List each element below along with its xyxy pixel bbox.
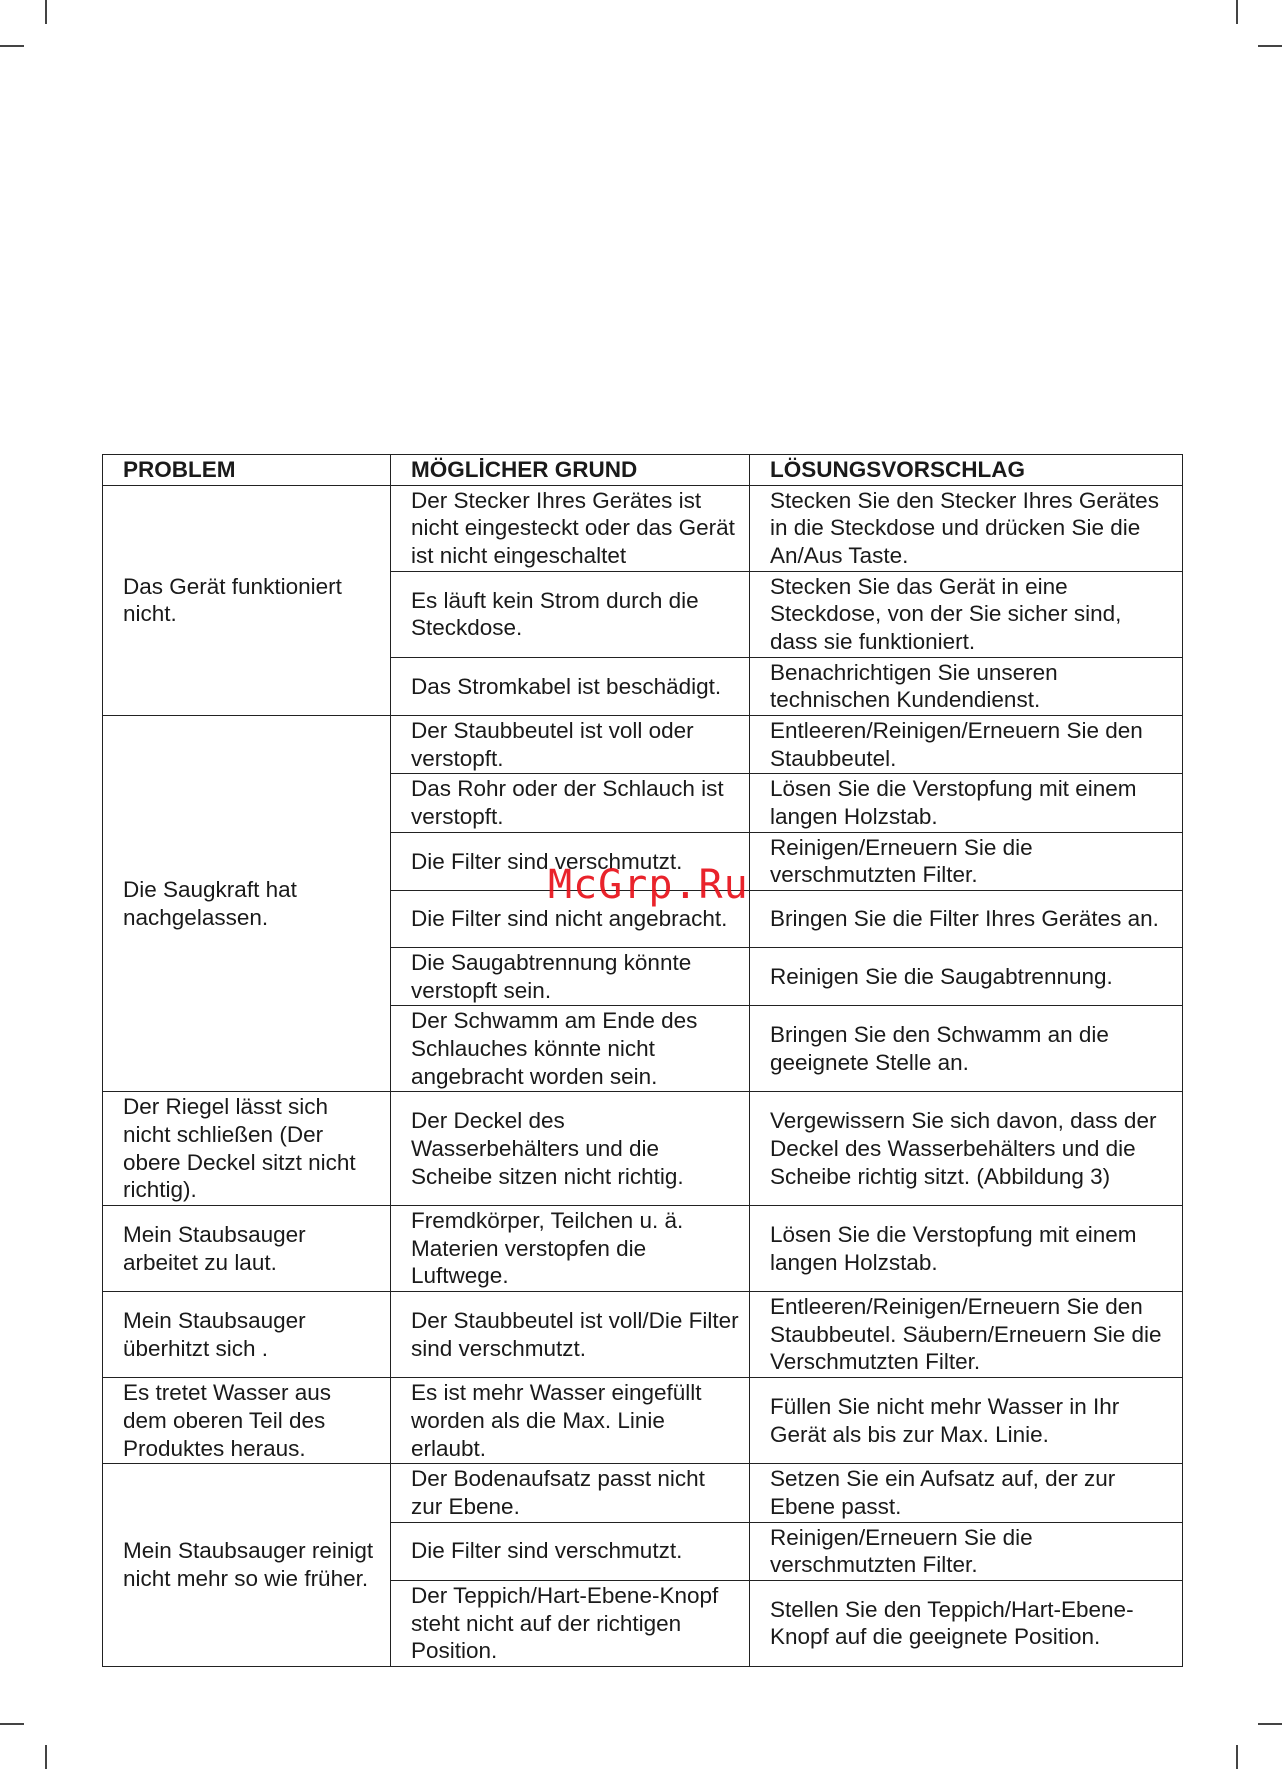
- solution-cell: Benachrichtigen Sie unseren technischen Kundendienst.: [750, 657, 1183, 715]
- cause-cell: Der Deckel des Wasserbehälters und die Scheibe sitzen nicht richtig.: [391, 1092, 750, 1206]
- problem-cell: Das Gerät funktioniert nicht.: [103, 485, 391, 715]
- cause-cell: Die Saugabtrennung könnte verstopft sein.: [391, 948, 750, 1006]
- problem-cell: Es tretet Wasser aus dem oberen Teil des Produktes heraus.: [103, 1378, 391, 1464]
- cause-cell: Die Filter sind verschmutzt.: [391, 832, 750, 890]
- table-header-row: [103, 455, 1183, 486]
- cause-cell: Die Filter sind nicht angebracht.: [391, 891, 750, 948]
- crop-mark: [1236, 0, 1238, 24]
- solution-cell: Setzen Sie ein Aufsatz auf, der zur Ebene passt.: [750, 1464, 1183, 1522]
- cause-cell: Der Staubbeutel ist voll oder verstopft.: [391, 716, 750, 774]
- problem-cell: Die Saugkraft hat nachgelassen.: [103, 716, 391, 1092]
- header-problem: PROBLEM: [103, 455, 391, 486]
- table-row: [103, 1092, 1183, 1206]
- solution-cell: Stellen Sie den Teppich/Hart-Ebene-Knopf auf die geeignete Position.: [750, 1580, 1183, 1666]
- cause-cell: Die Filter sind verschmutzt.: [391, 1522, 750, 1580]
- solution-cell: Reinigen/Erneuern Sie die verschmutzten Filter.: [750, 1522, 1183, 1580]
- problem-cell: Mein Staubsauger reinigt nicht mehr so wie früher.: [103, 1464, 391, 1667]
- solution-cell: Vergewissern Sie sich davon, dass der Deckel des Wasserbehälters und die Scheibe richtig sitzt. (Abbildung 3): [750, 1092, 1183, 1206]
- cause-cell: Der Stecker Ihres Gerätes ist nicht eingesteckt oder das Gerät ist nicht eingeschaltet: [391, 485, 750, 571]
- solution-cell: Bringen Sie die Filter Ihres Gerätes an.: [750, 891, 1183, 948]
- crop-mark: [1258, 1723, 1282, 1725]
- cause-cell: Es ist mehr Wasser eingefüllt worden als die Max. Linie erlaubt.: [391, 1378, 750, 1464]
- troubleshooting-table: [102, 454, 1183, 1667]
- crop-mark: [0, 45, 24, 47]
- solution-cell: Lösen Sie die Verstopfung mit einem langen Holzstab.: [750, 774, 1183, 832]
- cause-cell: Der Staubbeutel ist voll/Die Filter sind verschmutzt.: [391, 1292, 750, 1378]
- cause-cell: Der Bodenaufsatz passt nicht zur Ebene.: [391, 1464, 750, 1522]
- solution-cell: Reinigen Sie die Saugabtrennung.: [750, 948, 1183, 1006]
- cause-cell: Fremdkörper, Teilchen u. ä. Materien verstopfen die Luftwege.: [391, 1206, 750, 1292]
- crop-mark: [45, 0, 47, 24]
- problem-cell: Der Riegel lässt sich nicht schließen (Der obere Deckel sitzt nicht richtig).: [103, 1092, 391, 1206]
- problem-cell: Mein Staubsauger überhitzt sich .: [103, 1292, 391, 1378]
- solution-cell: Stecken Sie den Stecker Ihres Gerätes in die Steckdose und drücken Sie die An/Aus Taste.: [750, 485, 1183, 571]
- cause-cell: Es läuft kein Strom durch die Steckdose.: [391, 571, 750, 657]
- header-solution: LÖSUNGSVORSCHLAG: [750, 455, 1183, 486]
- cause-cell: Das Stromkabel ist beschädigt.: [391, 657, 750, 715]
- table-row: [103, 485, 1183, 571]
- crop-mark: [45, 1745, 47, 1769]
- header-cause: MÖGLİCHER GRUND: [391, 455, 750, 486]
- table-row: [103, 716, 1183, 774]
- crop-mark: [1258, 45, 1282, 47]
- table-body: [103, 485, 1183, 1666]
- cause-cell: Der Schwamm am Ende des Schlauches könnte nicht angebracht worden sein.: [391, 1006, 750, 1092]
- solution-cell: Bringen Sie den Schwamm an die geeignete Stelle an.: [750, 1006, 1183, 1092]
- watermark: McGrp.Ru: [548, 862, 749, 908]
- solution-cell: Füllen Sie nicht mehr Wasser in Ihr Gerät als bis zur Max. Linie.: [750, 1378, 1183, 1464]
- table-row: [103, 1464, 1183, 1522]
- solution-cell: Lösen Sie die Verstopfung mit einem langen Holzstab.: [750, 1206, 1183, 1292]
- table-row: [103, 1206, 1183, 1292]
- solution-cell: Stecken Sie das Gerät in eine Steckdose, von der Sie sicher sind, dass sie funktioniert.: [750, 571, 1183, 657]
- solution-cell: Reinigen/Erneuern Sie die verschmutzten Filter.: [750, 832, 1183, 890]
- crop-mark: [0, 1723, 24, 1725]
- solution-cell: Entleeren/Reinigen/Erneuern Sie den Staubbeutel. Säubern/Erneuern Sie die Verschmutzten Filter.: [750, 1292, 1183, 1378]
- cause-cell: Das Rohr oder der Schlauch ist verstopft.: [391, 774, 750, 832]
- problem-cell: Mein Staubsauger arbeitet zu laut.: [103, 1206, 391, 1292]
- table-row: [103, 1292, 1183, 1378]
- cause-cell: Der Teppich/Hart-Ebene-Knopf steht nicht auf der richtigen Position.: [391, 1580, 750, 1666]
- crop-mark: [1236, 1745, 1238, 1769]
- solution-cell: Entleeren/Reinigen/Erneuern Sie den Staubbeutel.: [750, 716, 1183, 774]
- table-row: [103, 1378, 1183, 1464]
